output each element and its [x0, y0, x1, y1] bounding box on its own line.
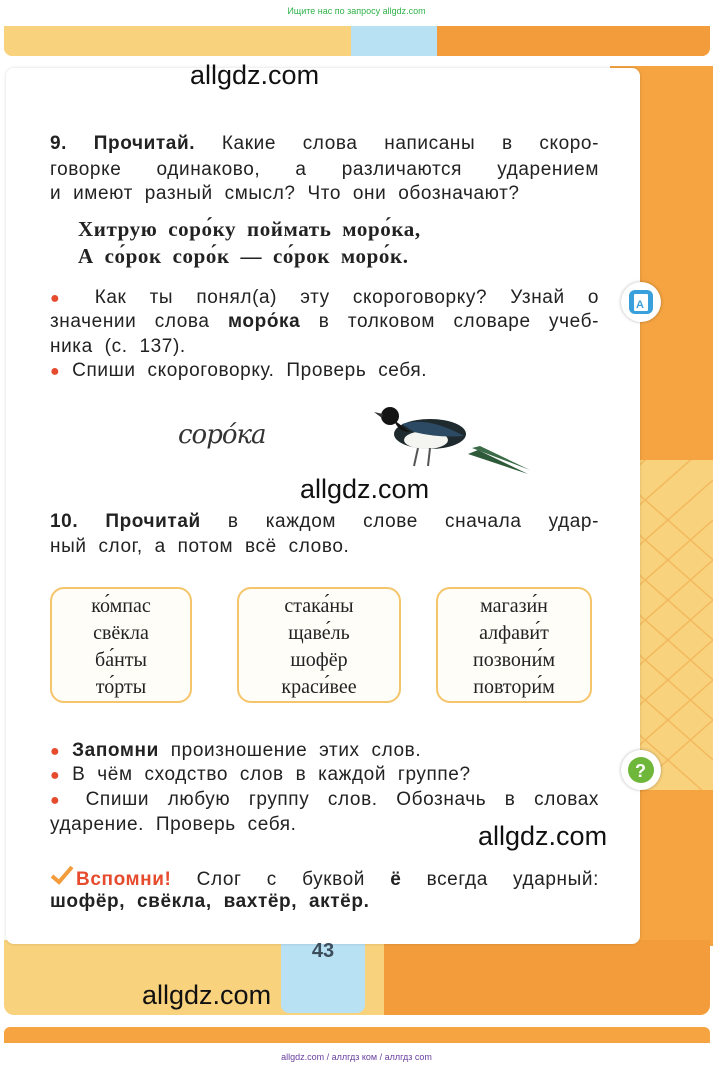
top-decor-strip	[4, 26, 710, 56]
exercise-command: Прочитай	[105, 511, 201, 532]
example-word: шофёр	[50, 891, 120, 912]
bullet-dot: ●	[50, 290, 72, 307]
word-group-2	[237, 587, 401, 703]
tongue-twister-line-1: Хитрую соро́ку поймать моро́ка,	[78, 217, 421, 241]
bullet-9-1-line-1	[50, 286, 599, 312]
tongue-twister-line-2: А со́рок соро́к — со́рок моро́к.	[78, 244, 409, 268]
handwritten-word: соро́ка	[178, 420, 266, 450]
task-3-line-2: ударение. Проверь себя.	[50, 814, 297, 835]
word-group-3	[436, 587, 592, 703]
exercise-text: Какие слова написаны в скоро-	[221, 133, 600, 154]
exercise-10-line-2: ный слог, а потом всё слово.	[50, 536, 350, 557]
bottom-note: allgdz.com / аллгдз ком / аллгдз com	[281, 1052, 432, 1062]
word-item: алфави́т	[479, 622, 549, 644]
word-item: магази́н	[480, 595, 548, 617]
word-item: ба́нты	[95, 649, 147, 671]
word-group-1	[50, 587, 192, 703]
exercise-text: в каждом слове сначала удар-	[227, 511, 599, 532]
dictionary-icon[interactable]	[621, 282, 661, 322]
page-number: 43	[311, 940, 335, 962]
bold-letter: ё	[390, 869, 402, 890]
svg-text:А: А	[636, 299, 644, 311]
word-item: ко́мпас	[91, 595, 151, 617]
bullet-text: Как ты понял(а) эту скороговорку? Узнай о	[94, 287, 599, 308]
check-mark-icon	[50, 865, 76, 893]
remember-text: Слог с буквой	[196, 869, 366, 890]
remember-line-2: шофёр, свёкла, вахтёр, актёр.	[50, 891, 370, 912]
task-2	[50, 763, 599, 789]
word-item: то́рты	[95, 676, 147, 698]
bullet-text: Спиши скороговорку. Проверь себя.	[72, 360, 428, 381]
bullet-dot: ●	[50, 792, 67, 809]
example-word: вахтёр	[223, 891, 292, 912]
bullet-text: значении слова	[50, 311, 210, 332]
watermark: allgdz.com	[142, 980, 272, 1010]
bold-word: моро́ка	[228, 311, 301, 332]
exercise-9-line-2: говорке одинаково, а различаются ударением	[50, 159, 599, 180]
bullet-9-1-line-2	[50, 310, 599, 335]
exercise-9-line-1	[50, 132, 599, 157]
example-word: актёр	[309, 891, 364, 912]
remember-text: всегда ударный:	[426, 869, 599, 890]
bullet-9-1-line-3: ника (с. 137).	[50, 336, 186, 357]
top-note: Ищите нас по запросу allgdz.com	[287, 6, 426, 16]
bottom-decor-strip	[4, 1027, 710, 1043]
watermark: allgdz.com	[190, 60, 320, 90]
bullet-dot: ●	[50, 363, 61, 380]
bullet-dot: ●	[50, 767, 61, 784]
exercise-9-line-3: и имеют разный смысл? Что они обозначают?	[50, 183, 520, 204]
exercise-10-line-1	[50, 510, 599, 535]
bullet-text: произношение этих слов.	[170, 740, 422, 761]
word-item: краси́вее	[281, 676, 357, 698]
remember-label: Вспомни!	[76, 869, 172, 890]
exercise-command: Прочитай.	[93, 133, 196, 154]
magpie-picture	[368, 398, 533, 483]
bold-word: Запомни	[72, 740, 159, 761]
word-item: шофёр	[290, 649, 348, 671]
bullet-dot: ●	[50, 743, 61, 760]
exercise-number: 10.	[50, 511, 79, 532]
bullet-9-2	[50, 359, 599, 385]
question-icon[interactable]	[621, 750, 661, 790]
bullet-text: Спиши любую группу слов. Обозначь в словах	[85, 789, 600, 810]
exercise-number: 9.	[50, 133, 68, 154]
bullet-text: В чём сходство слов в каждой группе?	[72, 764, 471, 785]
example-word: свёкла	[137, 891, 206, 912]
watermark: allgdz.com	[478, 821, 608, 851]
word-item: позвони́м	[473, 649, 555, 671]
word-item: повтори́м	[473, 676, 555, 698]
task-3-line-1	[50, 788, 599, 814]
word-item: свёкла	[93, 622, 149, 644]
word-item: щаве́ль	[288, 622, 350, 644]
word-item: стака́ны	[284, 595, 354, 617]
watermark: allgdz.com	[300, 474, 430, 504]
remember-line-1	[50, 865, 599, 893]
task-1	[50, 739, 599, 765]
bullet-text: в толковом словаре учеб-	[318, 311, 599, 332]
svg-text:?: ?	[635, 761, 646, 781]
